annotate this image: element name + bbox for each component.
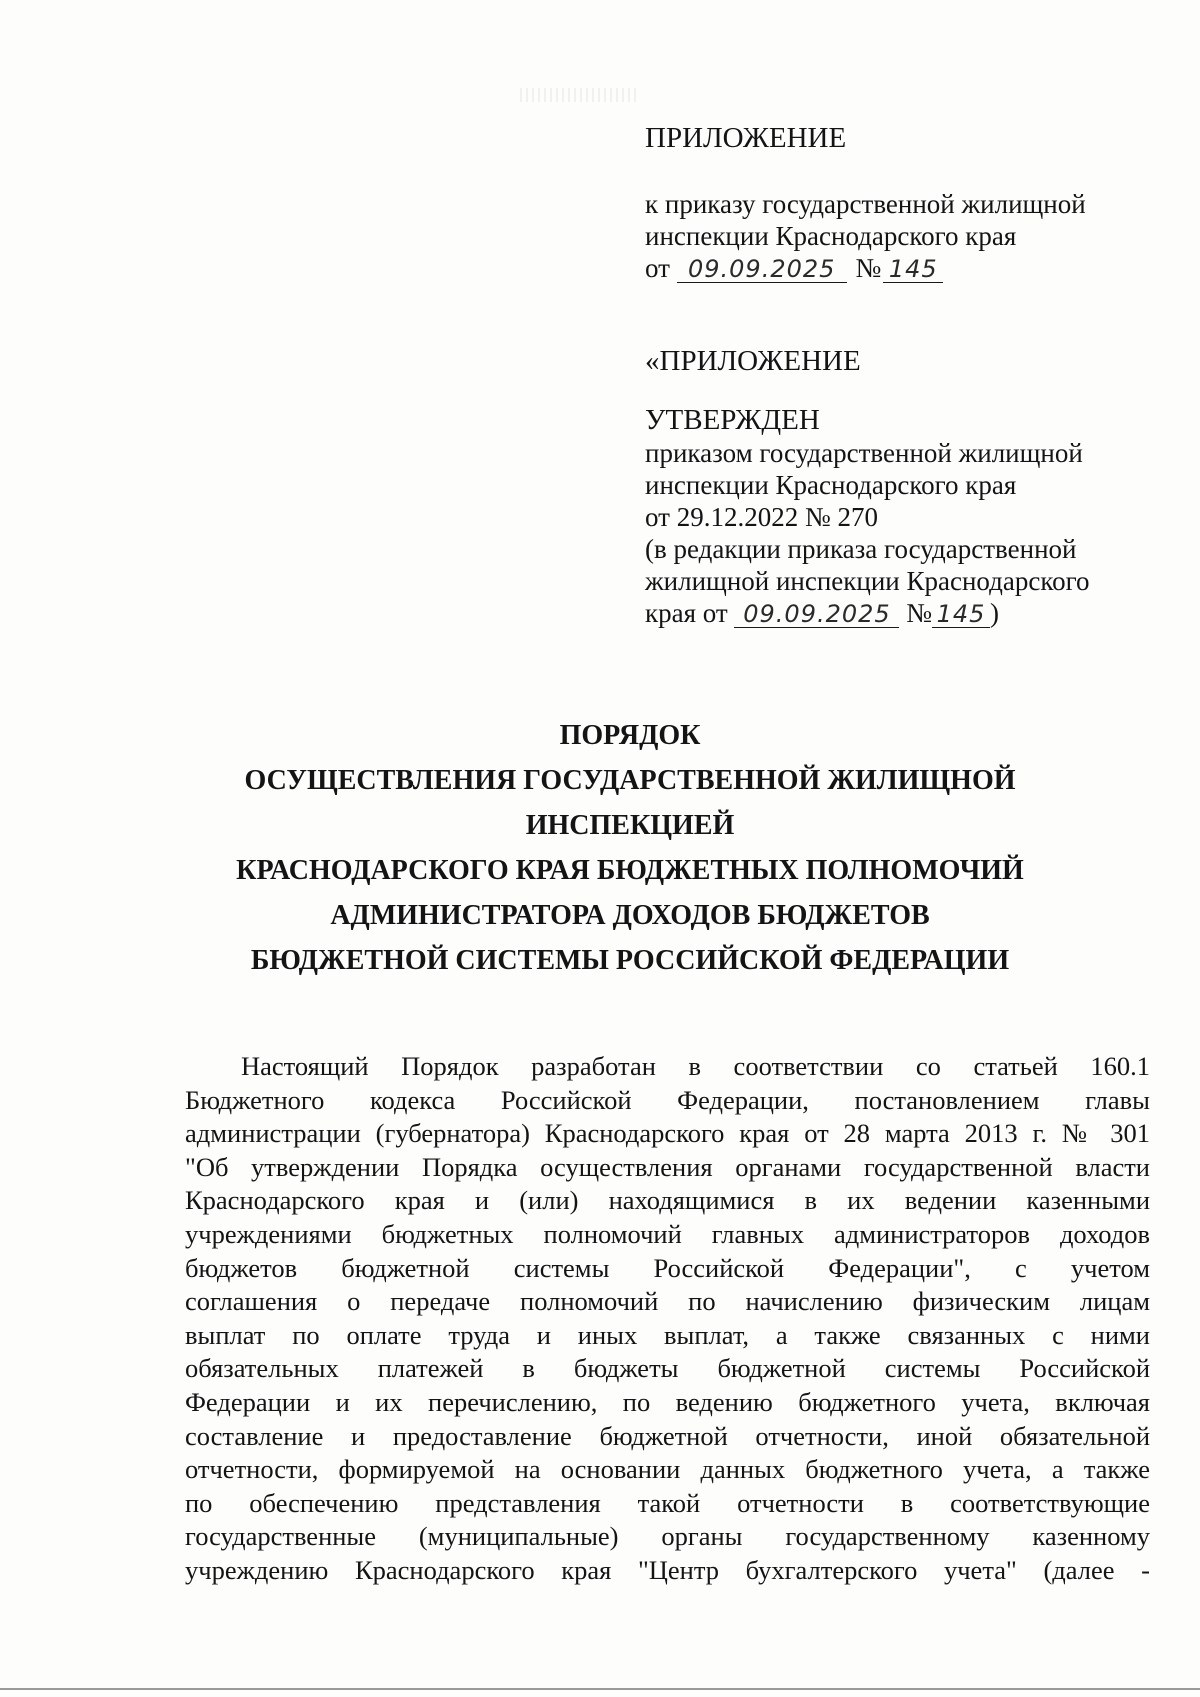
approval-appendix-title: «ПРИЛОЖЕНИЕ	[645, 345, 861, 377]
body-line: по обеспечению представления такой отчетности в соответствующие	[185, 1487, 1150, 1518]
title-line-4: КРАСНОДАРСКОГО КРАЯ БЮДЖЕТНЫХ ПОЛНОМОЧИЙ	[236, 855, 1024, 886]
title-line-1: ПОРЯДОК	[559, 720, 701, 751]
approval-closing-paren: )	[989, 598, 999, 628]
approval-block	[645, 403, 1165, 629]
body-line: Краснодарского края и (или) находящимися в их ведении казенными	[185, 1185, 1150, 1216]
handwritten-number: 145	[883, 256, 943, 283]
body-line: учреждениями бюджетных полномочий главных администраторов доходов	[185, 1218, 1150, 1249]
appendix-date-line	[645, 252, 1165, 284]
number-sign: №	[855, 253, 882, 283]
body-line: отчетности, формируемой на основании данных бюджетного учета, а также	[185, 1454, 1150, 1485]
body-line: государственные (муниципальные) органы государственному казенному	[185, 1521, 1150, 1552]
scan-bottom-edge	[0, 1688, 1200, 1690]
title-line-2: ОСУЩЕСТВЛЕНИЯ ГОСУДАРСТВЕННОЙ ЖИЛИЩНОЙ	[244, 765, 1016, 796]
appendix-reference-line-2: инспекции Краснодарского края	[645, 221, 1017, 251]
from-prefix: от	[645, 253, 670, 283]
body-line: "Об утверждении Порядка осуществления органами государственной власти	[185, 1151, 1150, 1182]
document-title	[200, 713, 1060, 983]
handwritten-date: 09.09.2025	[677, 256, 847, 283]
approved-label: УТВЕРЖДЕН	[645, 404, 820, 436]
approval-line-2: инспекции Краснодарского края	[645, 470, 1017, 500]
body-line: учреждению Краснодарского края "Центр бухгалтерского учета" (далее -	[185, 1554, 1150, 1585]
body-line: Федерации и их перечислению, по ведению бюджетного учета, включая	[185, 1386, 1150, 1417]
body-line: Бюджетного кодекса Российской Федерации, постановлением главы	[185, 1084, 1150, 1115]
approval-handwritten-number: 145	[932, 601, 990, 628]
title-line-3: ИНСПЕКЦИЕЙ	[525, 810, 735, 841]
approval-line-6	[645, 597, 1165, 629]
body-line: соглашения о передаче полномочий по начислению физическим лицам	[185, 1286, 1150, 1317]
body-line: администрации (губернатора) Краснодарского края от 28 марта 2013 г. № 301	[185, 1118, 1150, 1149]
body-paragraph	[185, 1050, 1150, 1588]
appendix-reference	[645, 188, 1165, 284]
body-line: бюджетов бюджетной системы Российской Федерации", с учетом	[185, 1252, 1150, 1283]
approval-line-4: (в редакции приказа государственной	[645, 534, 1077, 564]
title-line-6: БЮДЖЕТНОЙ СИСТЕМЫ РОССИЙСКОЙ ФЕДЕРАЦИИ	[250, 945, 1010, 976]
body-line: составление и предоставление бюджетной отчетности, иной обязательной	[185, 1420, 1150, 1451]
title-line-5: АДМИНИСТРАТОРА ДОХОДОВ БЮДЖЕТОВ	[330, 900, 930, 931]
body-line: Настоящий Порядок разработан в соответствии со статьей 160.1	[241, 1051, 1150, 1081]
approval-line-1: приказом государственной жилищной	[645, 438, 1083, 468]
approval-line-5: жилищной инспекции Краснодарского	[645, 566, 1090, 596]
body-line: обязательных платежей в бюджеты бюджетной системы Российской	[185, 1353, 1150, 1384]
approval-handwritten-date: 09.09.2025	[734, 601, 899, 628]
appendix-reference-line-1: к приказу государственной жилищной	[645, 189, 1086, 219]
appendix-title: ПРИЛОЖЕНИЕ	[645, 122, 847, 154]
approval-from-prefix: края от	[645, 598, 728, 628]
approval-line-3: от 29.12.2022 № 270	[645, 502, 878, 532]
body-line: выплат по оплате труда и иных выплат, а также связанных с ними	[185, 1319, 1150, 1350]
approval-number-sign: №	[906, 598, 932, 628]
scan-artifact	[520, 88, 640, 102]
